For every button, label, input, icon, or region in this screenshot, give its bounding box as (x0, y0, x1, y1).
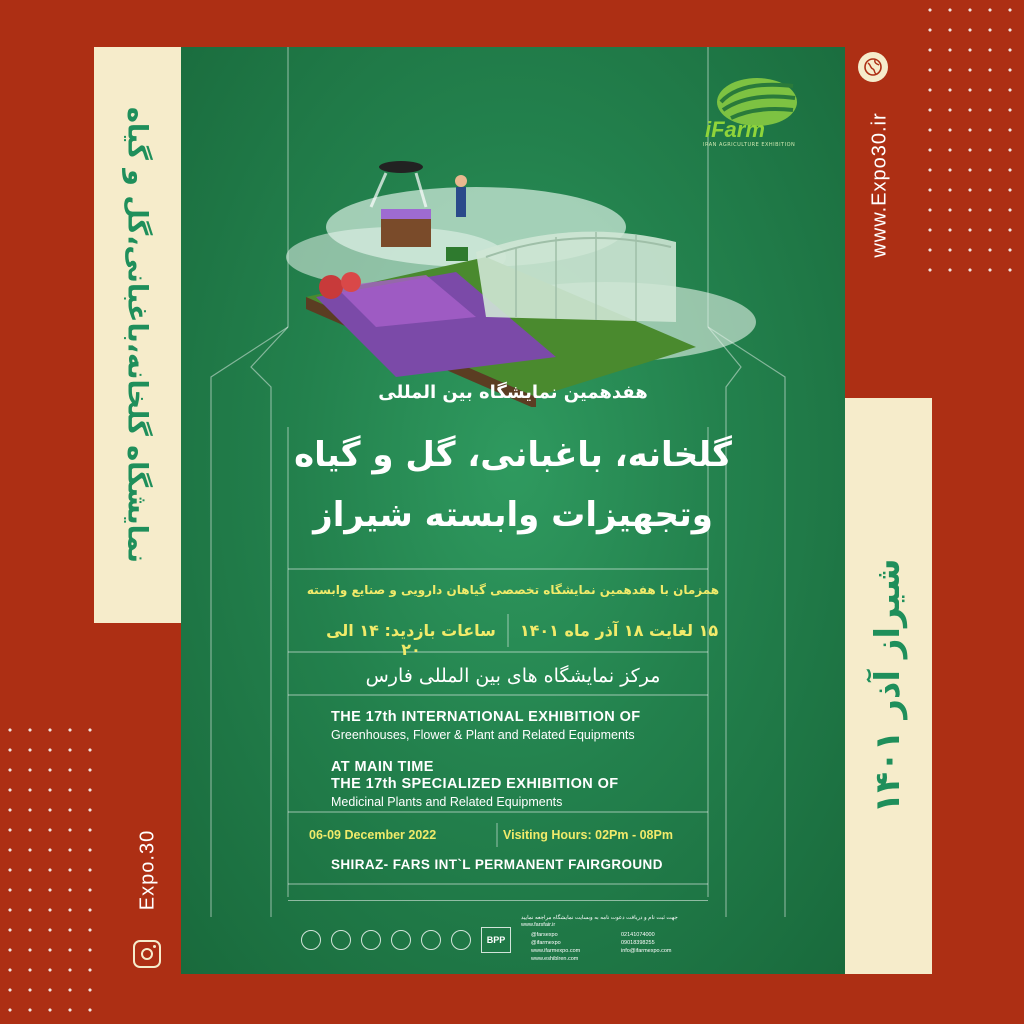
fa-visiting-hours: ساعات بازدید: ۱۴ الی ۲۰ (326, 621, 496, 659)
exhibition-poster (181, 47, 845, 974)
left-banner-title: نمایشگاه گلخانه،باغبانی،گل و گیاه (121, 106, 153, 564)
en-title-1: THE 17th INTERNATIONAL EXHIBITION OF (331, 709, 641, 725)
en-visiting-hours: Visiting Hours: 02Pm - 08Pm (503, 828, 673, 842)
logo-wordmark: iFarm (705, 117, 765, 142)
sponsor-logo (301, 930, 321, 950)
fa-concurrent-exhibition: همزمان با هفدهمین نمایشگاه تخصصی گیاهان دارویی و صنایع وابسته (306, 583, 720, 597)
sponsor-logos (301, 930, 471, 950)
contact-phone-2: 09018398255 (621, 940, 655, 946)
contact-handle-2: @ifarmexpo (531, 940, 561, 946)
right-banner-title: شیراز آذر ۱۴۰۱ (868, 558, 908, 814)
greenhouse-illustration (276, 147, 766, 407)
sponsor-logo (361, 930, 381, 950)
dot-pattern-bottom-left (0, 720, 100, 1024)
contact-email[interactable]: info@ifarmexpo.com (621, 948, 672, 954)
contact-site[interactable]: www.farsfair.ir (521, 922, 556, 928)
website-link[interactable]: www.Expo30.ir (868, 112, 891, 258)
sponsor-logo (421, 930, 441, 950)
partner-badge: BPP (481, 927, 511, 953)
contact-handle-1: @farsexpo (531, 932, 558, 938)
en-subtitle-2: Medicinal Plants and Related Equipments (331, 795, 563, 809)
globe-icon (858, 52, 888, 82)
fa-title-line2: وتجهیزات وابسته شیراز (313, 495, 713, 535)
fa-venue: مرکز نمایشگاه های بین المللی فارس (365, 665, 661, 687)
logo-subtitle: IRAN AGRICULTURE EXHIBITION (703, 142, 796, 148)
en-title-2: THE 17th SPECIALIZED EXHIBITION OF (331, 776, 619, 792)
contact-note: جهت ثبت نام و دریافت دعوت نامه به وبسایت نمایشگاه مراجعه نمایید (521, 915, 678, 921)
en-venue: SHIRAZ- FARS INT`L PERMANENT FAIRGROUND (331, 857, 663, 872)
contact-phone-1: 02141074000 (621, 932, 655, 938)
brand-handle: Expo.30 (136, 829, 159, 911)
instagram-icon[interactable] (133, 940, 161, 968)
en-subtitle-1: Greenhouses, Flower & Plant and Related Equipments (331, 728, 635, 742)
footer-divider (288, 900, 708, 901)
fa-dates: ۱۵ لغایت ۱۸ آذر ماه ۱۴۰۱ (519, 621, 719, 640)
contact-web-2[interactable]: www.eshiblren.com (531, 956, 579, 962)
contact-web-1[interactable]: www.ifarmexpo.com (531, 948, 581, 954)
en-dates: 06-09 December 2022 (309, 828, 437, 842)
sponsor-logo (391, 930, 411, 950)
fa-subtitle: هفدهمین نمایشگاه بین المللی (378, 382, 648, 403)
en-at-main-time: AT MAIN TIME (331, 759, 434, 775)
fa-title-line1: گلخانه، باغبانی، گل و گیاه (294, 435, 732, 475)
sponsor-logo (331, 930, 351, 950)
dot-pattern-top-right (920, 0, 1024, 280)
sponsor-logo (451, 930, 471, 950)
